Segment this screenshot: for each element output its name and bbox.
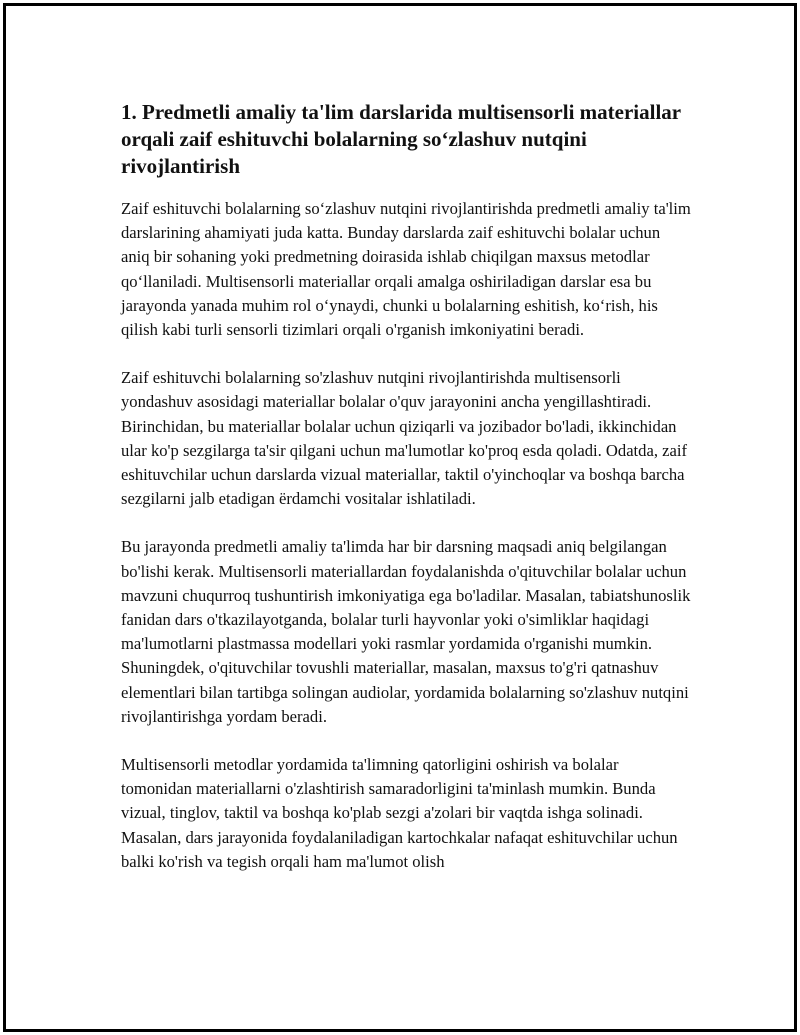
paragraph-1: Zaif eshituvchi bolalarning so‘zlashuv nutqini rivojlantirishda predmetli amaliy ta'lim darslarining ahamiyati juda katta. Bunday darslarda zaif eshituvchi bolalar uchun aniq bir sohaning yoki predmetning doirasida ishlab chiqilgan maxsus metodlar qo‘llaniladi. Multisensorli materiallar orqali amalga oshiriladigan darslar esa bu jarayonda yanada muhim rol o‘ynaydi, chunki u bolalarning eshitish, ko‘rish, his qilish kabi turli sensorli tizimlari orqali o'rganish imkoniyatini beradi.: [121, 199, 691, 340]
page-frame: [3, 3, 797, 1032]
section-heading: 1. Predmetli amaliy ta'lim darslarida multisensorli materiallar orqali zaif eshituvchi bolalarning so‘zlashuv nutqini rivojlantirish: [121, 100, 681, 178]
document-body: [121, 99, 691, 898]
paragraph-3: Bu jarayonda predmetli amaliy ta'limda har bir darsning maqsadi aniq belgilangan bo'lishi kerak. Multisensorli materiallardan foydalanishda o'qituvchilar bolalar uchun mavzuni chuqurroq tushuntirish imkoniyatiga ega bo'ladilar. Masalan, tabiatshunoslik fanidan dars o'tkazilayotganda, bolalar turli hayvonlar yoki o'simliklar haqidagi ma'lumotlarni plastmassa modellari yoki rasmlar yordamida o'rganishi mumkin. Shuningdek, o'qituvchilar tovushli materiallar, masalan, maxsus to'g'ri qatnashuv elementlari bilan tartibga solingan audiolar, yordamida bolalarning so'zlashuv nutqini rivojlantirishga yordam beradi.: [121, 537, 691, 726]
paragraph-4: Multisensorli metodlar yordamida ta'limning qatorligini oshirish va bolalar tomonidan materiallarni o'zlashtirish samaradorligini ta'minlash mumkin. Bunda vizual, tinglov, taktil va boshqa ko'plab sezgi a'zolari bir vaqtda ishga solinadi. Masalan, dars jarayonida foydalaniladigan kartochkalar nafaqat eshituvchilar uchun balki ko'rish va tegish orqali ham ma'lumot olish: [121, 755, 678, 871]
paragraph-2: Zaif eshituvchi bolalarning so'zlashuv nutqini rivojlantirishda multisensorli yondashuv asosidagi materiallar bolalar o'quv jarayonini ancha yengillashtiradi. Birinchidan, bu materiallar bolalar uchun qiziqarli va jozibador bo'ladi, ikkinchidan ular ko'p sezgilarga ta'sir qilgani uchun ma'lumotlar ko'proq esda qoladi. Odatda, zaif eshituvchilar uchun darslarda vizual materiallar, taktil o'yinchoqlar va boshqa barcha sezgilarni jalb etadigan ërdamchi vositalar ishlatiladi.: [121, 368, 687, 509]
